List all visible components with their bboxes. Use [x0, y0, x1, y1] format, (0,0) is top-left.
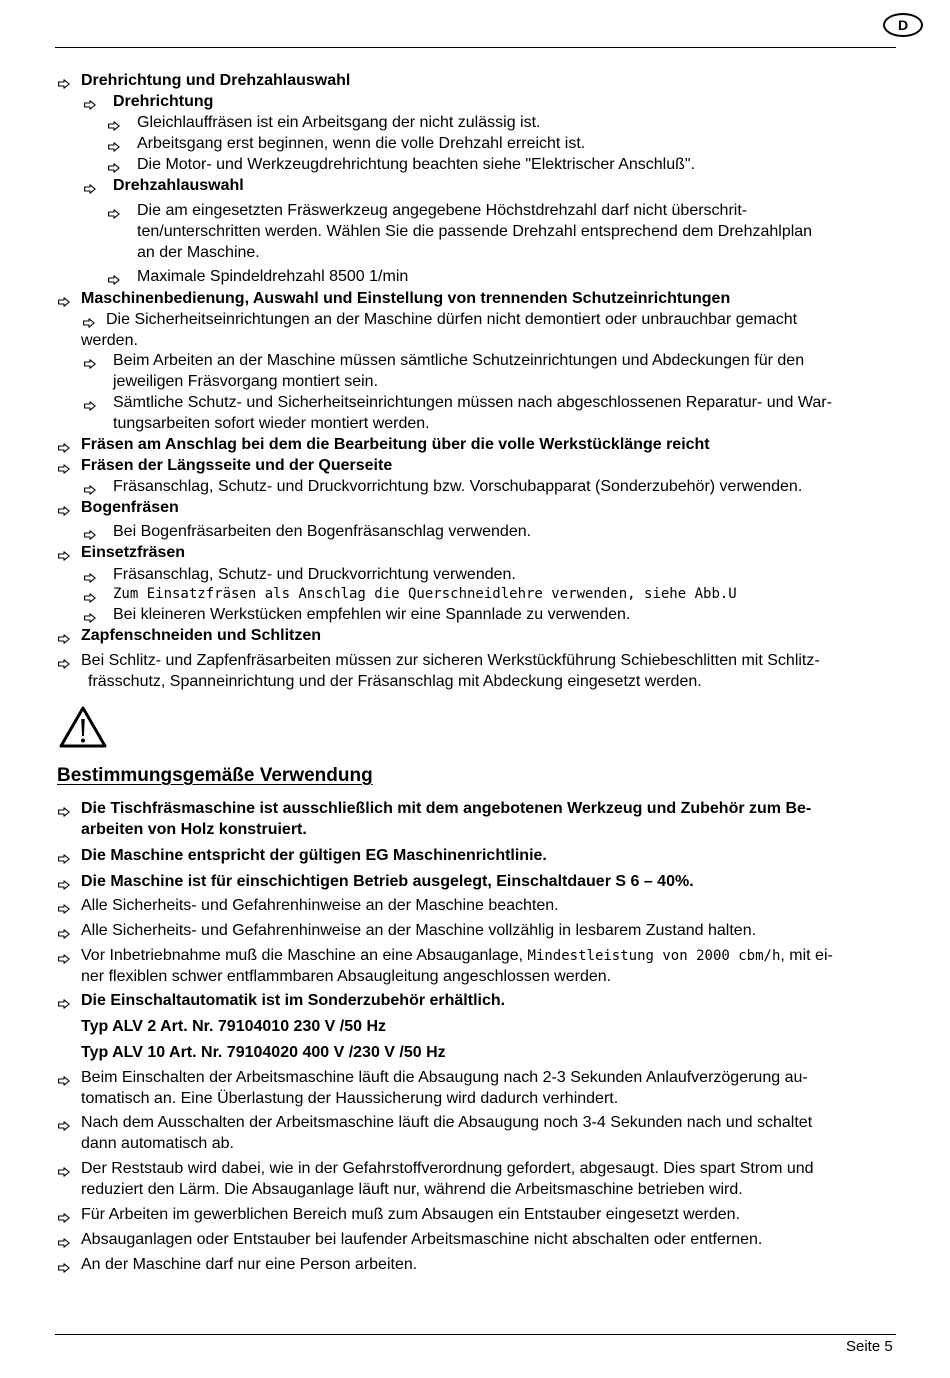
bullet-arrow-icon	[58, 804, 70, 814]
bullet-arrow-icon	[58, 851, 70, 861]
bullet-arrow-icon	[84, 527, 96, 537]
bullet-arrow-icon	[108, 139, 120, 149]
bullet-arrow-icon	[58, 1235, 70, 1245]
text-line: Fräsanschlag, Schutz- und Druckvorrichtung verwenden.	[113, 566, 516, 583]
section-heading: Bestimmungsgemäße Verwendung	[57, 765, 373, 786]
text-segment: , mit ei-	[780, 947, 833, 964]
text-line: tungsarbeiten sofort wieder montiert werden.	[113, 415, 430, 432]
text-line: Die Motor- und Werkzeugdrehrichtung beachten siehe "Elektrischer Anschluß".	[137, 156, 696, 173]
text-line: Beim Einschalten der Arbeitsmaschine läuft die Absaugung nach 2-3 Sekunden Anlaufverzögerung au-	[81, 1069, 808, 1086]
bold-text-line: Drehrichtung	[113, 93, 214, 110]
bullet-arrow-icon	[108, 206, 120, 216]
bold-text-line: Die Einschaltautomatik ist im Sonderzubehör erhältlich.	[81, 992, 506, 1009]
header-rule	[55, 47, 896, 48]
bold-text-line: Fräsen der Längsseite und der Querseite	[81, 457, 393, 474]
bold-text-line: Maschinenbedienung, Auswahl und Einstellung von trennenden Schutzeinrichtungen	[81, 290, 731, 307]
text-line: dann automatisch ab.	[81, 1135, 234, 1152]
bullet-arrow-icon	[58, 901, 70, 911]
bullet-arrow-icon	[58, 1073, 70, 1083]
text-line: Bei Bogenfräsarbeiten den Bogenfräsanschlag verwenden.	[113, 523, 532, 540]
page-number: Seite 5	[846, 1338, 893, 1355]
text-line: tomatisch an. Eine Überlastung der Haussicherung wird dadurch verhindert.	[81, 1090, 619, 1107]
bold-text-line: Die Maschine entspricht der gültigen EG Maschinenrichtlinie.	[81, 847, 547, 864]
bold-text-line: Fräsen am Anschlag bei dem die Bearbeitung über die volle Werkstücklänge reicht	[81, 436, 710, 453]
text-line: Absauganlagen oder Entstauber bei laufender Arbeitsmaschine nicht abschalten oder entfernen.	[81, 1231, 763, 1248]
text-line: frässchutz, Spanneinrichtung und der Fräsanschlag mit Abdeckung eingesetzt werden.	[88, 673, 702, 690]
language-badge: D	[883, 13, 923, 37]
text-line: Bei kleineren Werkstücken empfehlen wir eine Spannlade zu verwenden.	[113, 606, 631, 623]
bold-text-line: Zapfenschneiden und Schlitzen	[81, 627, 322, 644]
bullet-arrow-icon	[58, 548, 70, 558]
text-line: ten/unterschritten werden. Wählen Sie die passende Drehzahl entsprechend dem Drehzahlplan	[137, 223, 813, 240]
bullet-arrow-icon	[84, 356, 96, 366]
bullet-arrow-icon	[84, 590, 96, 600]
bullet-arrow-icon	[84, 97, 96, 107]
text-line: Zum Einsatzfräsen als Anschlag die Querschneidlehre verwenden, siehe Abb.U	[113, 586, 737, 602]
text-line: ner flexiblen schwer entflammbaren Absaugleitung angeschlossen werden.	[81, 968, 612, 985]
bullet-arrow-icon	[58, 1118, 70, 1128]
bullet-arrow-icon	[58, 877, 70, 887]
text-line	[81, 945, 833, 967]
bullet-arrow-icon	[84, 570, 96, 580]
warning-triangle-icon	[58, 705, 108, 749]
text-line: Bei Schlitz- und Zapfenfräsarbeiten müssen zur sicheren Werkstückführung Schiebeschlitten mit Schlitz-	[81, 652, 820, 669]
text-line: Gleichlauffräsen ist ein Arbeitsgang der nicht zulässig ist.	[137, 114, 541, 131]
bullet-arrow-icon	[58, 440, 70, 450]
bullet-arrow-icon	[84, 398, 96, 408]
bullet-arrow-icon	[108, 118, 120, 128]
text-line: Der Reststaub wird dabei, wie in der Gefahrstoffverordnung gefordert, abgesaugt. Dies spart Strom und	[81, 1160, 814, 1177]
bullet-arrow-icon	[58, 1260, 70, 1270]
bullet-arrow-icon	[84, 482, 96, 492]
bullet-arrow-icon	[58, 1164, 70, 1174]
bullet-arrow-icon	[84, 181, 96, 191]
bullet-arrow-icon	[58, 1210, 70, 1220]
bullet-arrow-icon	[108, 160, 120, 170]
text-line: Die Sicherheitseinrichtungen an der Maschine dürfen nicht demontiert oder unbrauchbar gemacht	[106, 311, 798, 328]
text-line: Sämtliche Schutz- und Sicherheitseinrichtungen müssen nach abgeschlossenen Reparatur- und War-	[113, 394, 832, 411]
text-line: Beim Arbeiten an der Maschine müssen sämtliche Schutzeinrichtungen und Abdeckungen für den	[113, 352, 805, 369]
bold-text-line: Drehzahlauswahl	[113, 177, 244, 194]
bullet-arrow-icon	[58, 461, 70, 471]
text-line: An der Maschine darf nur eine Person arbeiten.	[81, 1256, 418, 1273]
bullet-arrow-icon	[83, 315, 95, 325]
text-line: werden.	[81, 332, 138, 349]
bullet-arrow-icon	[58, 631, 70, 641]
bold-text-line: Typ ALV 2 Art. Nr. 79104010 230 V /50 Hz	[81, 1018, 387, 1035]
mono-text-segment: Mindestleistung von 2000 cbm/h	[527, 948, 781, 964]
bullet-arrow-icon	[58, 926, 70, 936]
text-line: jeweiligen Fräsvorgang montiert sein.	[113, 373, 379, 390]
bullet-arrow-icon	[58, 656, 70, 666]
bold-text-line: Bogenfräsen	[81, 499, 179, 516]
text-line: Maximale Spindeldrehzahl 8500 1/min	[137, 268, 409, 285]
text-line: an der Maschine.	[137, 244, 260, 261]
bullet-arrow-icon	[58, 76, 70, 86]
bold-text-line: Einsetzfräsen	[81, 544, 186, 561]
bullet-arrow-icon	[108, 272, 120, 282]
text-line: reduziert den Lärm. Die Absauganlage läuft nur, während die Arbeitsmaschine betrieben wird.	[81, 1181, 743, 1198]
text-line: Die am eingesetzten Fräswerkzeug angegebene Höchstdrehzahl darf nicht überschrit-	[137, 202, 748, 219]
bold-text-line: arbeiten von Holz konstruiert.	[81, 821, 307, 838]
bold-text-line: Drehrichtung und Drehzahlauswahl	[81, 72, 351, 89]
bullet-arrow-icon	[84, 610, 96, 620]
text-line: Fräsanschlag, Schutz- und Druckvorrichtung bzw. Vorschubapparat (Sonderzubehör) verwenden.	[113, 478, 803, 495]
text-line: Nach dem Ausschalten der Arbeitsmaschine läuft die Absaugung noch 3-4 Sekunden nach und schaltet	[81, 1114, 813, 1131]
text-segment: Vor Inbetriebnahme muß die Maschine an eine Absauganlage,	[81, 947, 528, 964]
text-line: Für Arbeiten im gewerblichen Bereich muß zum Absaugen ein Entstauber eingesetzt werden.	[81, 1206, 741, 1223]
footer-rule	[55, 1334, 896, 1335]
text-line: Arbeitsgang erst beginnen, wenn die volle Drehzahl erreicht ist.	[137, 135, 586, 152]
text-line: Alle Sicherheits- und Gefahrenhinweise an der Maschine beachten.	[81, 897, 559, 914]
text-line: Alle Sicherheits- und Gefahrenhinweise an der Maschine vollzählig in lesbarem Zustand halten.	[81, 922, 757, 939]
bold-text-line: Typ ALV 10 Art. Nr. 79104020 400 V /230 V /50 Hz	[81, 1044, 446, 1061]
bold-text-line: Die Maschine ist für einschichtigen Betrieb ausgelegt, Einschaltdauer S 6 – 40%.	[81, 873, 694, 890]
bullet-arrow-icon	[58, 996, 70, 1006]
bullet-arrow-icon	[58, 503, 70, 513]
bold-text-line: Die Tischfräsmaschine ist ausschließlich mit dem angebotenen Werkzeug und Zubehör zum Be-	[81, 800, 812, 817]
bullet-arrow-icon	[58, 294, 70, 304]
bullet-arrow-icon	[58, 951, 70, 961]
